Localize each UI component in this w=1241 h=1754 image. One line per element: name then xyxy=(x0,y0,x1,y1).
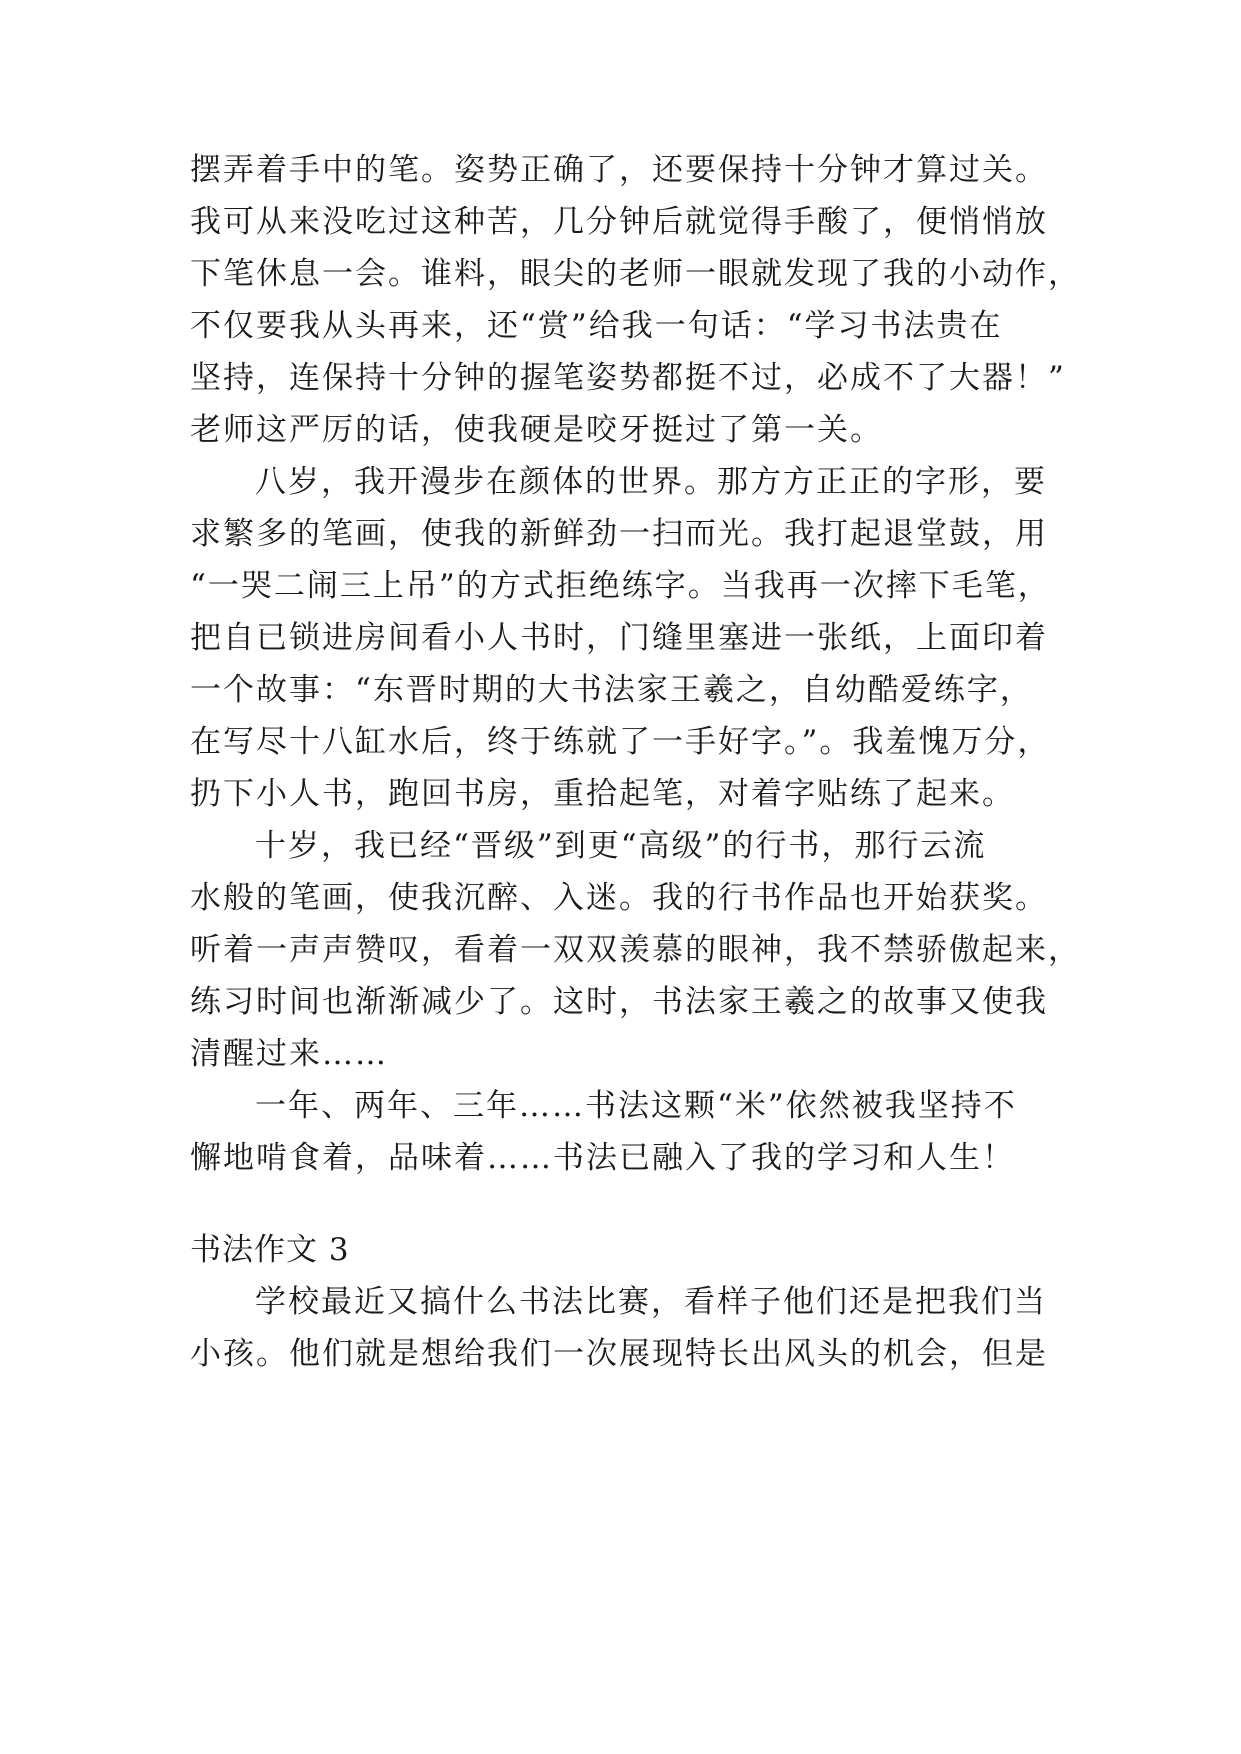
text-line: 坚持，连保持十分钟的握笔姿势都挺不过，必成不了大器！” xyxy=(190,360,1066,396)
paragraph-first-line: 十岁，我已经“晋级”到更“高级”的行书，那行云流 xyxy=(255,828,987,864)
text-line: 练习时间也渐渐减少了。这时，书法家王羲之的故事又使我 xyxy=(190,984,1048,1020)
text-line: 扔下小人书，跑回书房，重拾起笔，对着字贴练了起来。 xyxy=(190,776,1015,812)
text-line: 摆弄着手中的笔。姿势正确了，还要保持十分钟才算过关。 xyxy=(190,152,1048,188)
text-line: 清醒过来…… xyxy=(190,1036,388,1072)
text-line: 把自已锁进房间看小人书时，门缝里塞进一张纸，上面印着 xyxy=(190,620,1048,656)
text-line: 在写尽十八缸水后，终于练就了一手好字。”。我羞愧万分， xyxy=(190,724,1051,760)
paragraph-first-line: 一年、两年、三年……书法这颗“米”依然被我坚持不 xyxy=(255,1088,1017,1124)
text-line: 下笔休息一会。谁料，眼尖的老师一眼就发现了我的小动作， xyxy=(190,256,1081,292)
text-line: 水般的笔画，使我沉醉、入迷。我的行书作品也开始获奖。 xyxy=(190,880,1048,916)
text-line: 求繁多的笔画，使我的新鲜劲一扫而光。我打起退堂鼓，用 xyxy=(190,516,1048,552)
paragraph-first-line: 八岁，我开漫步在颜体的世界。那方方正正的字形，要 xyxy=(255,464,1047,500)
text-line: 老师这严厉的话，使我硬是咬牙挺过了第一关。 xyxy=(190,412,883,448)
text-line: 不仅要我从头再来，还“赏”给我一句话：“学习书法贵在 xyxy=(190,308,1003,344)
text-line: 听着一声声赞叹，看着一双双羡慕的眼神，我不禁骄傲起来， xyxy=(190,932,1081,968)
text-line: 小孩。他们就是想给我们一次展现特长出风头的机会，但是 xyxy=(190,1336,1048,1372)
text-line: 我可从来没吃过这种苦，几分钟后就觉得手酸了，便悄悄放 xyxy=(190,204,1048,240)
text-line: “一哭二闹三上吊”的方式拒绝练字。当我再一次摔下毛笔， xyxy=(190,568,1051,604)
section-title: 书法作文 3 xyxy=(190,1232,350,1268)
text-line: 懈地啃食着，品味着……书法已融入了我的学习和人生！ xyxy=(190,1140,1015,1176)
text-line: 一个故事：“东晋时期的大书法家王羲之，自幼酷爱练字， xyxy=(190,672,1033,708)
paragraph-first-line: 学校最近又搞什么书法比赛，看样子他们还是把我们当 xyxy=(255,1284,1047,1320)
